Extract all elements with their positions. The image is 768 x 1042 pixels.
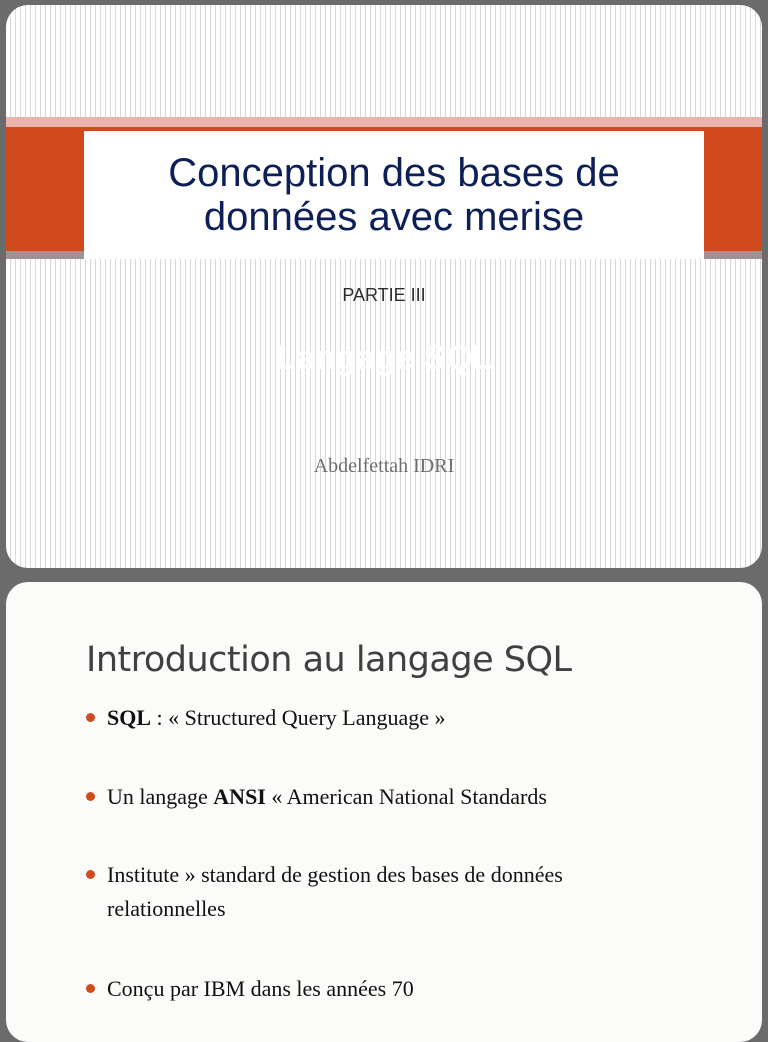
slide-subtitle: PARTIE III bbox=[342, 285, 426, 305]
bullet-bold: SQL bbox=[107, 705, 152, 730]
bullet-item bbox=[86, 972, 686, 1006]
bullet-item bbox=[86, 858, 646, 926]
accent-band-top bbox=[6, 117, 762, 127]
bullet-dot-icon bbox=[86, 870, 95, 879]
bullet-text: : « Structured Query Language » bbox=[151, 705, 446, 730]
bullet-text: Institute » standard de gestion des bases de données relationnelles bbox=[107, 862, 563, 921]
bullet-dot-icon bbox=[86, 984, 95, 993]
bullet-prefix: Un langage bbox=[107, 784, 214, 809]
bullet-bold: ANSI bbox=[213, 784, 266, 809]
bullet-text: « American National Standards bbox=[265, 784, 547, 809]
slide-title: Conception des bases de données avec merise bbox=[168, 151, 620, 239]
bullet-dot-icon bbox=[86, 713, 95, 722]
bullet-item bbox=[86, 780, 686, 814]
slide-subtitle-hidden: Langage SQL bbox=[274, 339, 494, 377]
bullet-dot-icon bbox=[86, 792, 95, 801]
author-name: Abdelfettah IDRI bbox=[313, 455, 455, 477]
slide-heading: Introduction au langage SQL bbox=[86, 640, 572, 680]
content-slide bbox=[6, 582, 762, 1042]
bullet-item bbox=[86, 701, 686, 735]
bullet-text: Conçu par IBM dans les années 70 bbox=[107, 976, 414, 1001]
title-box bbox=[84, 131, 704, 259]
title-slide bbox=[6, 5, 762, 568]
